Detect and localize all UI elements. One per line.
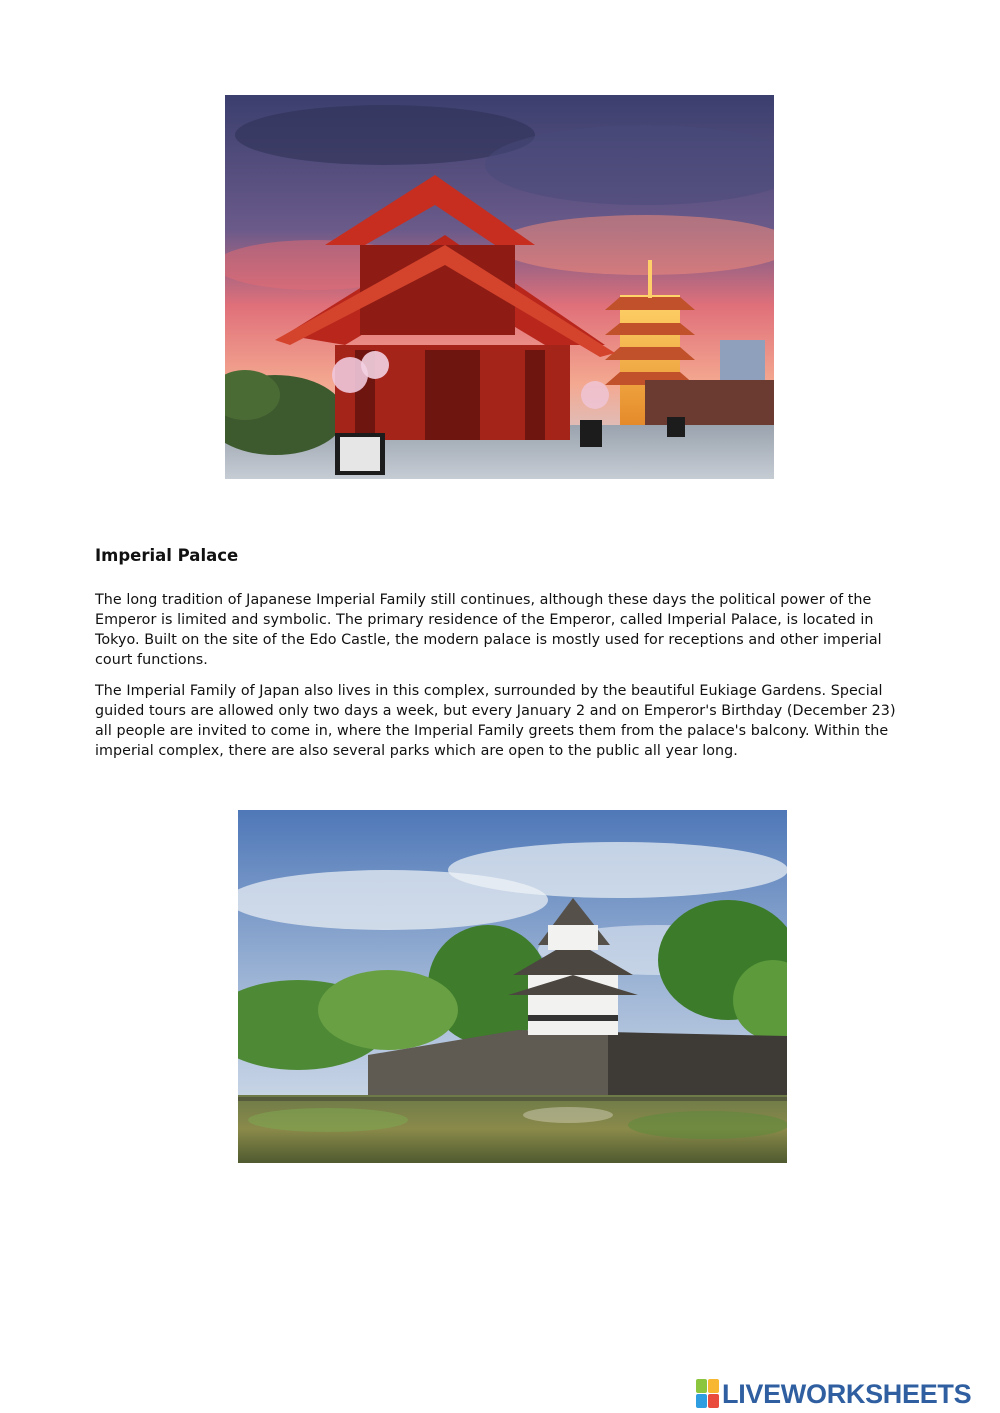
liveworksheets-logo [696,1376,971,1412]
temple-photo [225,95,774,479]
liveworksheets-logo-icon [696,1379,720,1409]
palace-photo [238,810,787,1163]
paragraph-2: The Imperial Family of Japan also lives in this complex, surrounded by the beautiful Eukiage Gardens. Special guided tours are allowed only two days a week, but every January 2 and on Emperor's Birthday (December 23) all people are invited to come in, where the Imperial Family greets them from the palace's balcony. Within the imperial complex, there are also several parks which are open to the public all year long. [95,683,896,759]
liveworksheets-logo-text: LIVEWORKSHEETS [722,1378,972,1409]
article-title: Imperial Palace [95,546,239,565]
paragraph-1: The long tradition of Japanese Imperial Family still continues, although these days the political power of the Emperor is limited and symbolic. The primary residence of the Emperor, called Imperial Palace, is located in Tokyo. Built on the site of the Edo Castle, the modern palace is mostly used for receptions and other imperial court functions. [95,592,882,668]
